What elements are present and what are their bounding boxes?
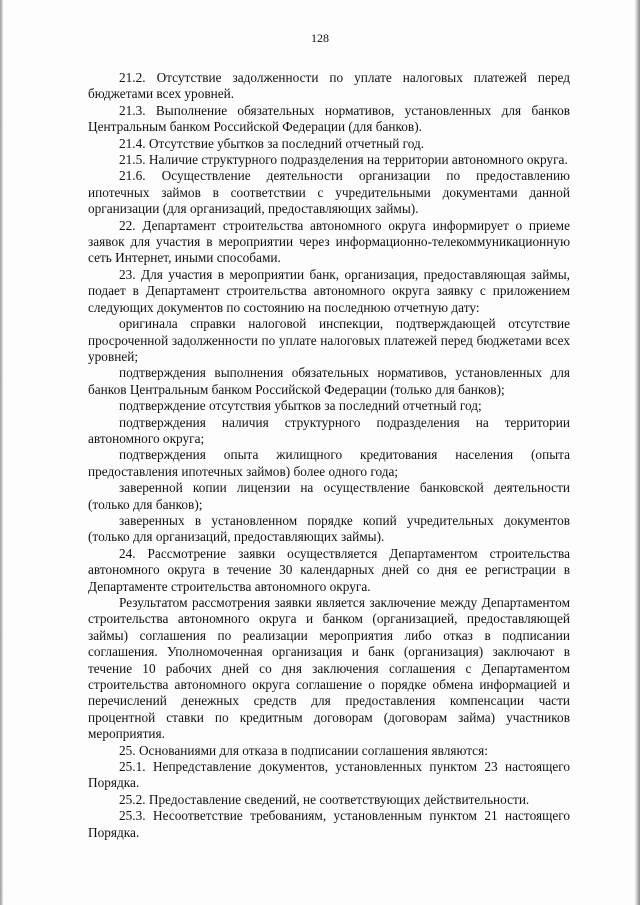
document-body [88, 70, 570, 841]
paragraph-25: 25. Основаниями для отказа в подписании соглашения являются: [119, 742, 488, 758]
document-list-item: оригинала справки налоговой инспекции, подтверждающей отсутствие просроченной задолженности по уплате налоговых платежей перед бюджетами всех уровней; [88, 316, 570, 364]
paragraph-25-3: 25.3. Несоответствие требованиям, установленным пунктом 21 настоящего Порядка. [88, 808, 570, 840]
paragraph-result: Результатом рассмотрения заявки является заключение между Департаментом строительства автономного округа и банком (организацией, предоставляющей займы) соглашения по реализации мероприятия либо отказ в подписании соглашения. Уполномоченная организация и банк (организация) заключают в течение 10 рабочих дней со дня заключения соглашения с Департаментом строительства автономного округа соглашение о порядке обмена информацией и перечислений денежных средств для предоставления компенсации части процентной ставки по кредитным договорам (договорам займа) участников мероприятия. [88, 595, 570, 742]
paragraph-21-4: 21.4. Отсутствие убытков за последний отчетный год. [119, 135, 425, 151]
document-list-item: подтверждения выполнения обязательных нормативов, установленных для банков Центральным банком Российской Федерации (только для банков); [88, 365, 570, 397]
paragraph-21-3: 21.3. Выполнение обязательных нормативов, установленных для банков Центральным банком Российской Федерации (для банков). [88, 102, 570, 135]
document-list-item: заверенных в установленном порядке копий учредительных документов (только для организаций, предоставляющих займы). [88, 512, 570, 545]
paragraph-25-2: 25.2. Предоставление сведений, не соответствующих действительности. [119, 791, 530, 807]
paragraph-21-6: 21.6. Осуществление деятельности организации по предоставлению ипотечных займов в соответствии с учредительными документами данной организации (для организаций, предоставляющих займы). [88, 168, 570, 217]
scan-edge-right [635, 0, 640, 905]
paragraph-24: 24. Рассмотрение заявки осуществляется Департаментом строительства автономного округа в течение 30 календарных дней со дня ее регистрации в Департаменте строительства автономного округа. [88, 545, 570, 594]
paragraph-25-1: 25.1. Непредставление документов, установленных пунктом 23 настоящего Порядка. [88, 759, 570, 791]
document-list-item: подтверждения опыта жилищного кредитования населения (опыта предоставления ипотечных займов) более одного года; [88, 447, 570, 479]
document-list-item: заверенной копии лицензии на осуществление банковской деятельности (только для банков); [88, 480, 570, 512]
paragraph-22: 22. Департамент строительства автономного округа информирует о приеме заявок для участия в мероприятии через информационно-телекоммуникационную сеть Интернет, иными способами. [88, 217, 570, 266]
document-list-item: подтверждение отсутствия убытков за последний отчетный год; [119, 398, 482, 414]
paragraph-21-2: 21.2. Отсутствие задолженности по уплате налоговых платежей перед бюджетами всех уровней. [88, 70, 570, 102]
page-number: 128 [311, 31, 329, 45]
scan-edge-left [0, 0, 3, 905]
paragraph-23: 23. Для участия в мероприятии банк, организация, предоставляющая займы, подает в Департамент строительства автономного округа заявку с приложением следующих документов по состоянию на последнюю отчетную дату: [88, 266, 570, 315]
paragraph-21-5: 21.5. Наличие структурного подразделения на территории автономного округа. [119, 152, 568, 168]
document-list-item: подтверждения наличия структурного подразделения на территории автономного округа; [88, 414, 570, 446]
